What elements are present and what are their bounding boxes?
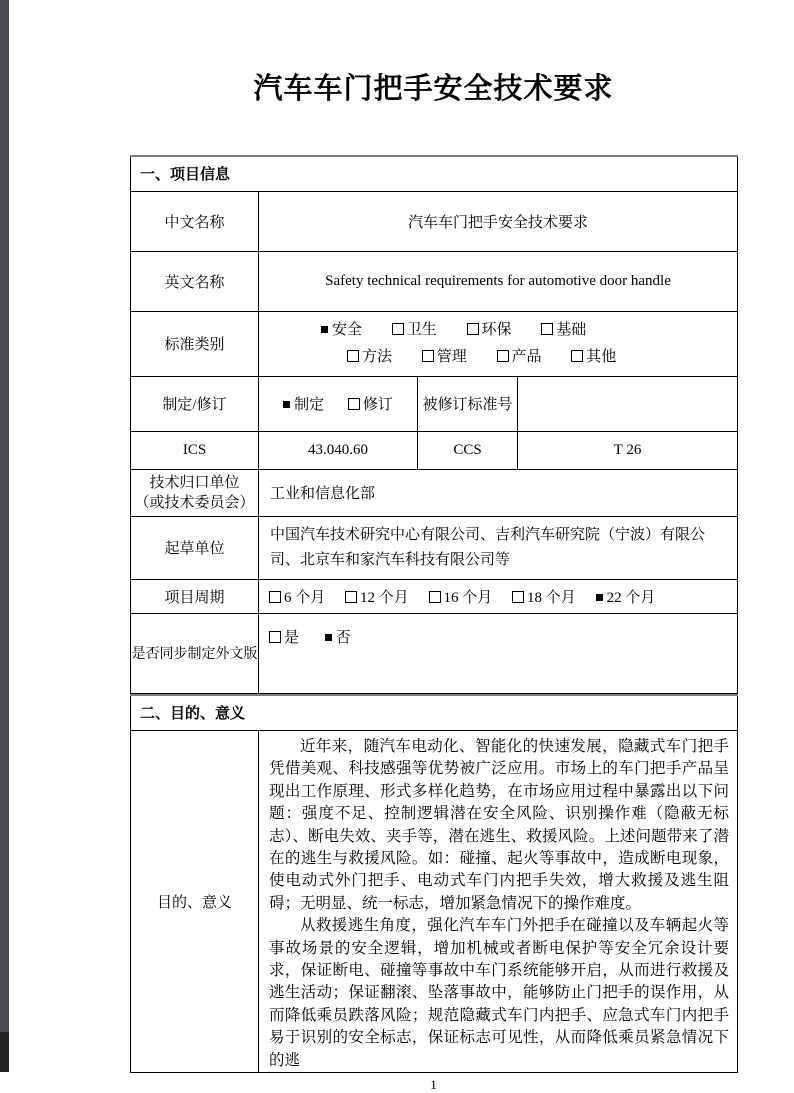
std-category-line2 — [321, 344, 737, 371]
section1-header: 一、项目信息 — [131, 156, 738, 191]
checkbox-icon — [321, 326, 328, 333]
checkbox-icon — [269, 591, 281, 603]
checkbox-option-management — [422, 349, 467, 365]
purpose-text — [259, 731, 738, 1073]
foreign-version-options — [259, 613, 738, 693]
ics-value: 43.040.60 — [259, 431, 418, 469]
en-name-value: Safety technical requirements for automotive door handle — [259, 251, 738, 311]
checkbox-icon — [596, 594, 603, 601]
purpose-label: 目的、意义 — [131, 731, 259, 1073]
drafting-unit-value: 中国汽车技术研究中心有限公司、吉利汽车研究院（宁波）有限公司、北京车和家汽车科技有限公司等 — [259, 516, 738, 579]
std-category-label: 标准类别 — [131, 311, 259, 376]
checkbox-option-6-months — [269, 590, 325, 606]
tech-unit-label — [131, 469, 259, 516]
tech-unit-label-line2: （或技术委员会） — [134, 494, 255, 511]
checkbox-option-other — [571, 349, 616, 365]
checkbox-icon — [269, 631, 281, 643]
purpose-paragraph-1: 近年来，随汽车电动化、智能化的快速发展，隐藏式车门把手凭借美观、科技感强等优势被广泛应用。市场上的车门把手产品呈现出工作原理、形式多样化趋势，在市场应用过程中暴露出以下问题：强度不足、控制逻辑潜在安全风险、识别操作难（隐蔽无标志）、断电失效、夹手等，潜在逃生、救援风险。上述问题带来了潜在的逃生与救援风险。如：碰撞、起火等事故中，造成断电现象，使电动式外门把手、电动式车门内把手失效，增大救援及逃生阻碍；无明显、统一标志，增加紧急情况下的操作难度。 — [269, 738, 730, 912]
checkbox-icon — [467, 323, 479, 335]
checkbox-option-method — [347, 349, 392, 365]
checkbox-label: 否 — [335, 629, 351, 646]
checkbox-icon — [422, 350, 434, 362]
checkbox-option-hygiene — [392, 322, 437, 338]
checkbox-icon — [497, 350, 509, 362]
document-page — [130, 0, 737, 1093]
purpose-paragraph-2: 从救援逃生角度，强化汽车车门外把手在碰撞以及车辆起火等事故场景的安全逻辑，增加机械或者断电保护等安全冗余设计要求，保证断电、碰撞等事故中车门系统能够开启，从而进行救援及逃生活动；保证翻滚、坠落事故中，能够防止门把手的误作用，从而降低乘员跌落风险；规范隐藏式车门内把手、应急式车门内把手易于识别的安全标志，保证标志可见性，从而降低乘员紧急情况下的逃 — [269, 917, 730, 1069]
checkbox-label: 12 个月 — [360, 589, 409, 606]
page-number: 1 — [430, 1077, 437, 1093]
checkbox-label: 制定 — [294, 397, 325, 413]
checkbox-label: 修订 — [362, 397, 393, 413]
checkbox-option-environment — [467, 322, 512, 338]
project-info-table — [130, 155, 738, 694]
checkbox-icon — [512, 591, 524, 603]
std-category-options — [259, 311, 738, 376]
tech-unit-label-line1: 技术归口单位 — [149, 474, 240, 491]
checkbox-option-establish — [283, 397, 324, 413]
checkbox-icon — [345, 591, 357, 603]
ccs-label: CCS — [418, 431, 518, 469]
cn-name-label: 中文名称 — [131, 191, 259, 251]
checkbox-label: 6 个月 — [284, 589, 326, 606]
viewer-edge-stripe — [0, 0, 9, 1072]
checkbox-label: 产品 — [511, 348, 542, 365]
section2-header: 二、目的、意义 — [131, 695, 738, 731]
foreign-version-label: 是否同步制定外文版 — [131, 613, 259, 693]
page-title: 汽车车门把手安全技术要求 — [253, 73, 614, 105]
checkbox-icon — [571, 350, 583, 362]
checkbox-label: 安全 — [332, 321, 363, 338]
checkbox-icon — [541, 323, 553, 335]
checkbox-label: 管理 — [436, 348, 467, 365]
checkbox-option-18-months — [512, 590, 576, 606]
revision-label: 制定/修订 — [131, 376, 259, 431]
revised-standard-number-value — [518, 376, 738, 431]
checkbox-label: 其他 — [586, 348, 617, 365]
en-name-label: 英文名称 — [131, 251, 259, 311]
checkbox-label: 环保 — [481, 321, 512, 338]
std-category-line1 — [321, 317, 737, 344]
checkbox-icon — [347, 350, 359, 362]
drafting-unit-label: 起草单位 — [131, 516, 259, 579]
checkbox-label: 卫生 — [406, 321, 437, 338]
checkbox-option-revise — [348, 397, 393, 413]
checkbox-label: 是 — [284, 629, 300, 646]
checkbox-icon — [325, 634, 332, 641]
ccs-value: T 26 — [518, 431, 738, 469]
checkbox-label: 方法 — [362, 348, 393, 365]
checkbox-label: 22 个月 — [606, 589, 656, 606]
checkbox-icon — [429, 591, 441, 603]
checkbox-label: 18 个月 — [527, 589, 576, 606]
checkbox-option-no — [325, 630, 351, 646]
purpose-table — [130, 694, 738, 1074]
checkbox-icon — [392, 323, 404, 335]
checkbox-option-12-months — [345, 590, 409, 606]
viewer-edge-stripe-bottom — [0, 1032, 9, 1072]
project-period-options — [259, 579, 738, 613]
tech-unit-value: 工业和信息化部 — [259, 469, 738, 516]
checkbox-label: 16 个月 — [443, 589, 493, 606]
ics-label: ICS — [131, 431, 259, 469]
checkbox-label: 基础 — [556, 321, 587, 338]
checkbox-option-yes — [269, 630, 299, 646]
project-period-label: 项目周期 — [131, 579, 259, 613]
checkbox-icon — [348, 398, 360, 410]
checkbox-option-safety — [321, 322, 362, 338]
checkbox-option-product — [497, 349, 542, 365]
checkbox-option-16-months — [429, 590, 493, 606]
checkbox-option-basic — [541, 322, 586, 338]
revision-options — [259, 376, 418, 431]
checkbox-icon — [283, 401, 290, 408]
revised-standard-number-label: 被修订标准号 — [418, 376, 518, 431]
checkbox-option-22-months — [596, 590, 656, 606]
cn-name-value: 汽车车门把手安全技术要求 — [259, 191, 738, 251]
